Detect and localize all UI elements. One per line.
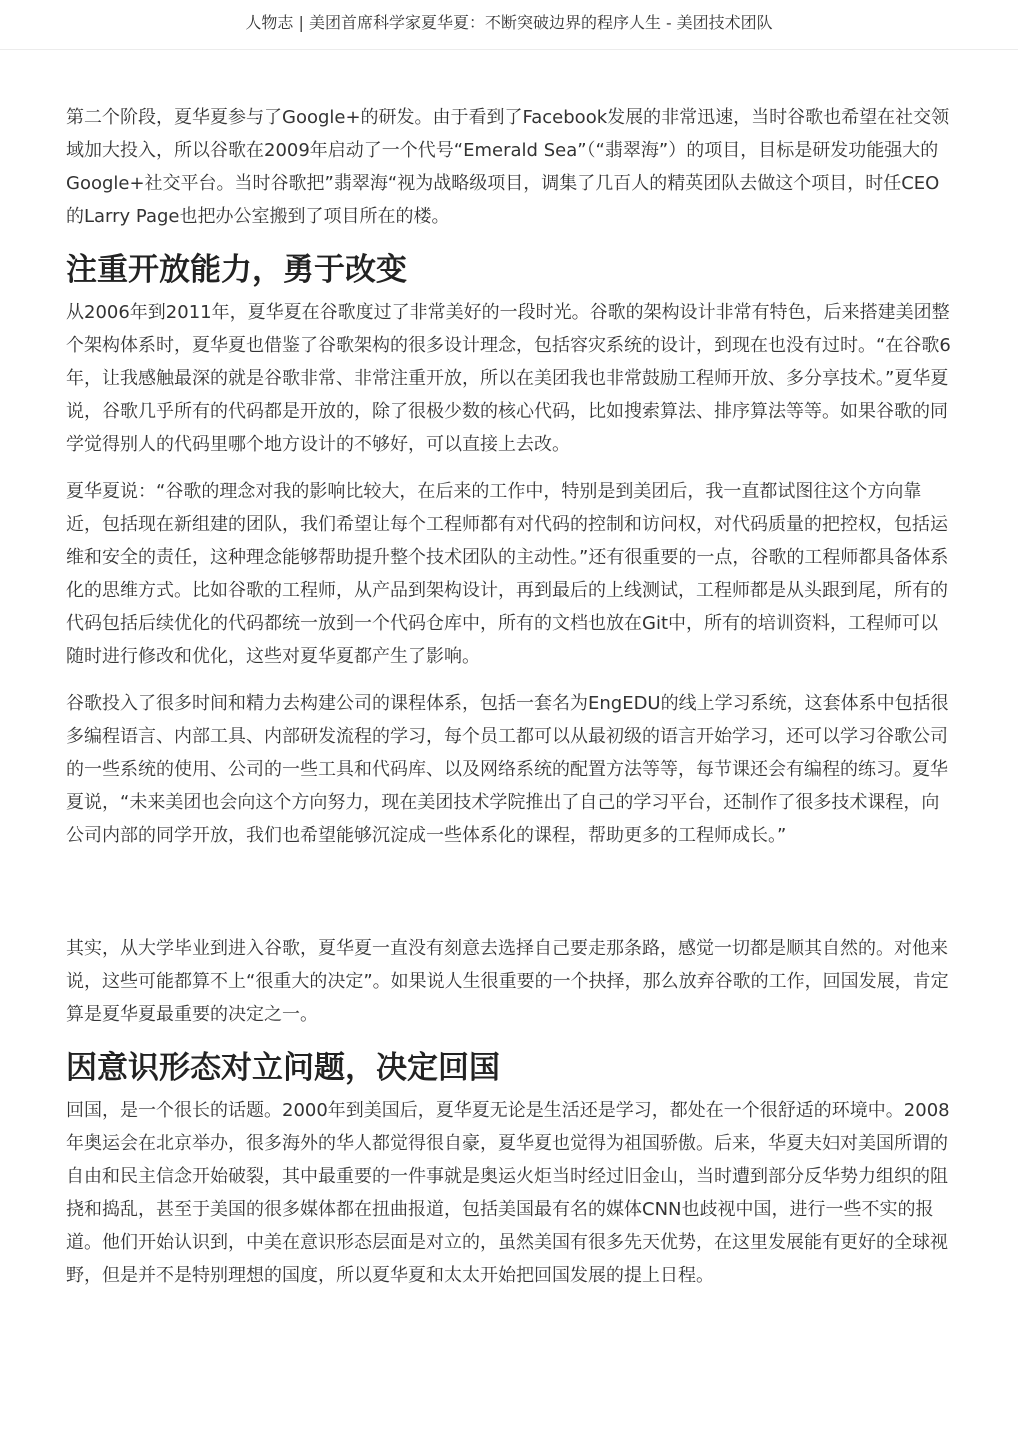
section-heading-return-home: 因意识形态对立问题，决定回国 bbox=[66, 1050, 500, 1086]
paragraph-return-home: 回国，是一个很长的话题。2000年到美国后，夏华夏无论是生活还是学习，都处在一个很舒适的环境中。2008年奥运会在北京举办，很多海外的华人都觉得很自豪，夏华夏也觉得为祖国骄傲。后来，华夏夫妇对美国所谓的自由和民主信念开始破裂，其中最重要的一件事就是奥运火炬当时经过旧金山，当时遭到部分反华势力组织的阻挠和捣乱，甚至于美国的很多媒体都在扭曲报道，包括美国最有名的媒体CNN也歧视中国，进行一些不实的报道。他们开始认识到，中美在意识形态层面是对立的，虽然美国有很多先天优势，在这里发展能有更好的全球视野，但是并不是特别理想的国度，所以夏华夏和太太开始把回国发展的提上日程。 bbox=[66, 1100, 950, 1286]
paragraph-google-philosophy: 夏华夏说：“谷歌的理念对我的影响比较大，在后来的工作中，特别是到美团后，我一直都试图往这个方向靠近，包括现在新组建的团队，我们希望让每个工程师都有对代码的控制和访问权，对代码质量的把控权，包括运维和安全的责任，这种理念能够帮助提升整个技术团队的主动性。”还有很重要的一点，谷歌的工程师都具备体系化的思维方式。比如谷歌的工程师，从产品到架构设计，再到最后的上线测试，工程师都是从头跟到尾，所有的代码包括后续优化的代码都统一放到一个代码仓库中，所有的文档也放在Git中，所有的培训资料，工程师可以随时进行修改和优化，这些对夏华夏都产生了影响。 bbox=[66, 481, 949, 667]
section-heading-openness: 注重开放能力，勇于改变 bbox=[66, 252, 407, 288]
page-header bbox=[0, 0, 1018, 50]
paragraph-engedu: 谷歌投入了很多时间和精力去构建公司的课程体系，包括一套名为EngEDU的线上学习系统，这套体系中包括很多编程语言、内部工具、内部研发流程的学习，每个员工都可以从最初级的语言开始学习，还可以学习谷歌公司的一些系统的使用、公司的一些工具和代码库、以及网络系统的配置方法等等，每节课还会有编程的练习。夏华夏说，“未来美团也会向这个方向努力，现在美团技术学院推出了自己的学习平台，还制作了很多技术课程，向公司内部的同学开放，我们也希望能够沉淀成一些体系化的课程，帮助更多的工程师成长。” bbox=[66, 693, 949, 846]
page-title: 人物志 | 美团首席科学家夏华夏：不断突破边界的程序人生 - 美团技术团队 bbox=[245, 13, 773, 32]
paragraph-decision: 其实，从大学毕业到进入谷歌，夏华夏一直没有刻意去选择自己要走那条路，感觉一切都是顺其自然的。对他来说，这些可能都算不上“很重大的决定”。如果说人生很重要的一个抉择，那么放弃谷歌的工作，回国发展，肯定算是夏华夏最重要的决定之一。 bbox=[66, 938, 949, 1025]
paragraph-google-years: 从2006年到2011年，夏华夏在谷歌度过了非常美好的一段时光。谷歌的架构设计非常有特色，后来搭建美团整个架构体系时，夏华夏也借鉴了谷歌架构的很多设计理念，包括容灾系统的设计，到现在也没有过时。“在谷歌6年，让我感触最深的就是谷歌非常、非常注重开放，所以在美团我也非常鼓励工程师开放、多分享技术。”夏华夏说，谷歌几乎所有的代码都是开放的，除了很极少数的核心代码，比如搜索算法、排序算法等等。如果谷歌的同学觉得别人的代码里哪个地方设计的不够好，可以直接上去改。 bbox=[66, 302, 951, 455]
article-body bbox=[66, 101, 952, 1339]
paragraph-google-plus: 第二个阶段，夏华夏参与了Google+的研发。由于看到了Facebook发展的非常迅速，当时谷歌也希望在社交领域加大投入，所以谷歌在2009年启动了一个代号“Emerald Sea”（“翡翠海”）的项目，目标是研发功能强大的Google+社交平台。当时谷歌把”翡翠海“视为战略级项目，调集了几百人的精英团队去做这个项目，时任CEO的Larry Page也把办公室搬到了项目所在的楼。 bbox=[66, 107, 950, 227]
